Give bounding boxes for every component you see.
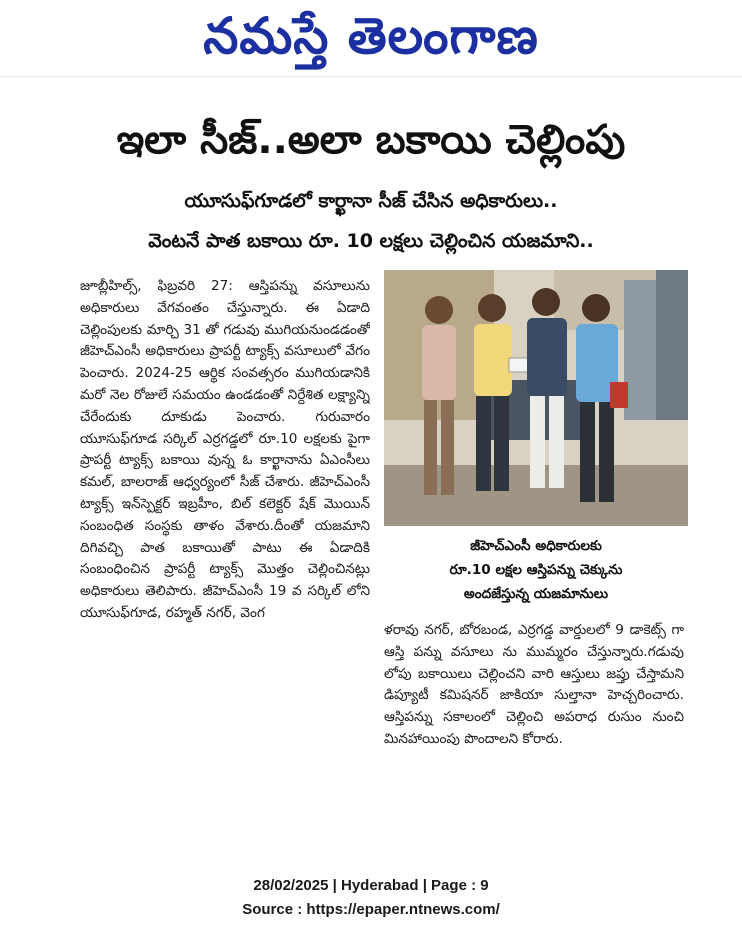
news-photo	[384, 270, 688, 526]
article-body-left-column: జూబ్లీహిల్స్, ఫిబ్రవరి 27: ఆస్తిపన్ను వసూలును అధికారులు వేగవంతం చేస్తున్నారు. ఈ ఏడాది చెల్లింపులకు మార్చి 31 తో గడువు ముగియనుండడంతో జీహెచ్‌ఎంసీ అధికారులు ప్రాపర్టీ ట్యాక్స్ వసూలులో వేగం పెంచారు. 2024-25 ఆర్థిక సంవత్సరం ముగియడానికి మరో నెల రోజులే సమయం ఉండడంతో నిర్దేశిత లక్ష్యాన్ని చేరేందుకు దూకుడు పెంచారు. గురువారం యూసుఫ్‌గూడ సర్కిల్ ఎర్రగడ్డలో రూ.10 లక్షలకు పైగా ప్రాపర్టీ ట్యాక్స్ బకాయి వున్న ఓ కార్ఖానాను ఏఎంసీలు కమల్, బాలరాజ్ ఆధ్వర్యంలో సీజ్ చేశారు. జీహెచ్‌ఎంసీ ట్యాక్స్ ఇన్‌స్పెక్టర్ ఇబ్రహీం, బిల్ కలెక్టర్ షేక్ మొయిన్ సంబంధిత సంస్థకు తాళం వేశారు.దీంతో యజమాని దిగివచ్చి పాత బకాయితో పాటు ఈ ఏడాదికి సంబంధించిన ప్రాపర్టీ ట్యాక్స్ మొత్తం చెల్లించినట్లు అధికారులు తెలిపారు. జీహెచ్‌ఎంసీ 19 వ సర్కిల్ లోని యూసుఫ్‌గూడ, రహ్మత్ నగర్, వెంగ	[80, 278, 370, 621]
article-subheadline-2: వెంటనే పాత బకాయి రూ. 10 లక్షలు చెల్లించిన యజమాని..	[148, 230, 594, 252]
photo-caption	[384, 530, 688, 614]
photo-illustration	[384, 270, 688, 526]
photo-caption-line-2: రూ.10 లక్షల ఆస్తిపన్ను చెక్కును	[449, 562, 623, 578]
photo-caption-line-3: అందజేస్తున్న యజమానులు	[463, 586, 609, 602]
article-headline: ఇలా సీజ్..అలా బకాయి చెల్లింపు	[116, 117, 626, 163]
footer-source-line: Source : https://epaper.ntnews.com/	[242, 901, 500, 918]
photo-caption-line-1: జీహెచ్‌ఎంసీ అధికారులకు	[470, 538, 602, 554]
page-footer	[0, 874, 742, 922]
article-subheadline-1: యూసుఫ్‌గూడలో కార్ఖానా సీజ్ చేసిన అధికారులు..	[184, 190, 558, 212]
footer-date-line: 28/02/2025 | Hyderabad | Page : 9	[253, 877, 489, 894]
masthead-divider	[0, 76, 742, 77]
article-body-right-column: ళరావు నగర్, బోరబండ, ఎర్రగడ్డ వార్డులలో 9 డాకెట్స్ గా ఆస్తి పన్ను వసూలు ను ముమ్మరం చేస్తున్నారు.గడువు లోపు బకాయిలు చెల్లించని వారి ఆస్తులు జప్తు చేస్తామని డిప్యూటీ కమిషనర్ జాకియా సుల్తానా హెచ్చరించారు. ఆస్తిపన్ను సకాలంలో చెల్లించి అపరాధ రుసుం నుంచి మినహాయింపు పొందాలని కోరారు.	[384, 622, 684, 747]
newspaper-masthead: నమస్తే తెలంగాణ	[203, 7, 539, 65]
